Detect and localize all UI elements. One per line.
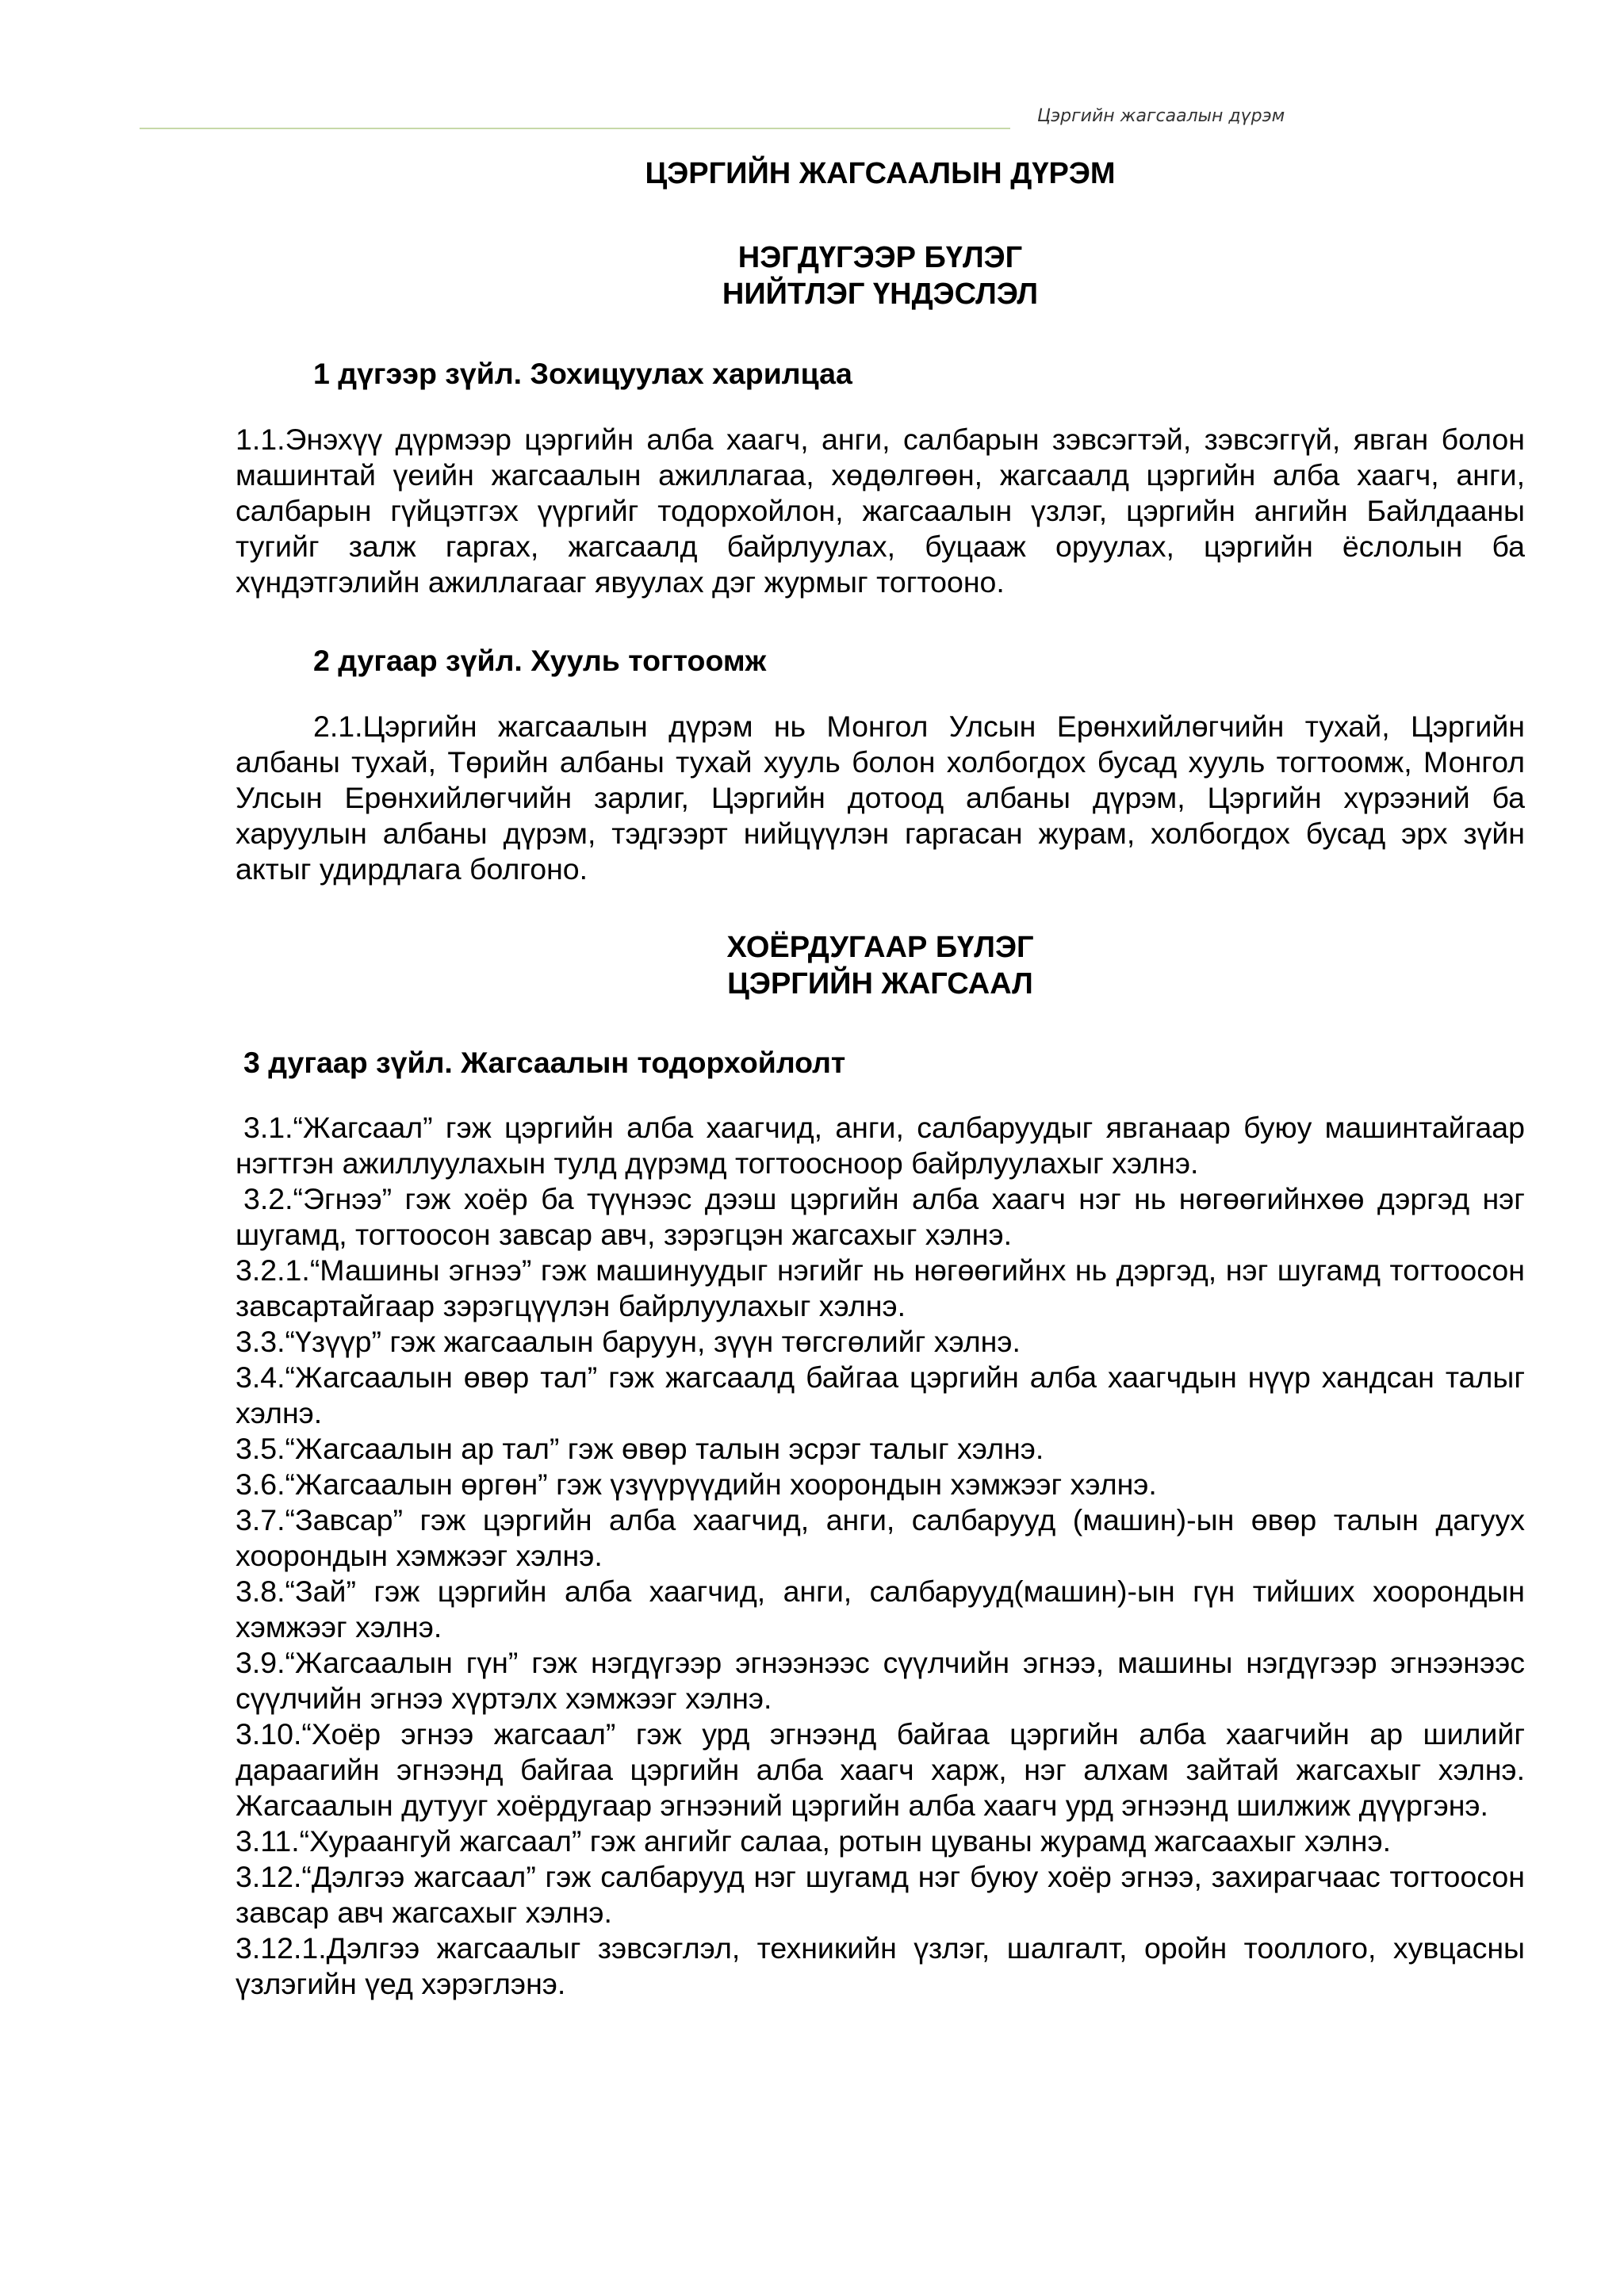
article-2-heading: 2 дугаар зүйл. Хууль тогтоомж [313,644,767,677]
paragraph-3-7: 3.7.“Завсар” гэж цэргийн алба хаагчид, анги, салбарууд (машин)-ын өвөр талын дагуух хоорондын хэмжээг хэлнэ. [236,1503,1525,1572]
running-header: Цэргийн жагсаалын дүрэм [1037,106,1285,126]
paragraph-3-8: 3.8.“Зай” гэж цэргийн алба хаагчид, анги, салбарууд(машин)-ын гүн тийших хоорондын хэмжээг хэлнэ. [236,1575,1525,1644]
paragraph-3-4: 3.4.“Жагсаалын өвөр тал” гэж жагсаалд байгаа цэргийн алба хаагчдын нүүр хандсан талыг хэлнэ. [236,1360,1525,1429]
paragraph-3-6: 3.6.“Жагсаалын өргөн” гэж үзүүрүүдийн хоорондын хэмжээг хэлнэ. [236,1468,1157,1501]
paragraph-1-1: 1.1.Энэхүү дүрмээр цэргийн алба хаагч, анги, салбарын зэвсэгтэй, зэвсэггүй, явган болон машинтай үеийн жагсаалын ажиллагаа, хөдөлгөөн, жагсаалд цэргийн алба хаагч, анги, салбарын гүйцэтгэх үүргийг тодорхойлон, жагсаалын үзлэг, цэргийн ангийн Байлдааны тугийг залж гаргах, жагсаалд байрлуулах, буцааж оруулах, цэргийн ёслолын ба хүндэтгэлийн ажиллагааг явуулах дэг журмыг тогтооно. [236,423,1525,599]
paragraph-3-1: 3.1.“Жагсаал” гэж цэргийн алба хаагчид, анги, салбаруудыг явганаар буюу машинтайгаар нэгтгэн ажиллуулахын тулд дүрэмд тогтоосноор байрлуулахыг хэлнэ. [236,1111,1525,1180]
chapter-number: НЭГДҮГЭЭР БҮЛЭГ [737,241,1023,274]
paragraph-3-11: 3.11.“Хураангуй жагсаал” гэж ангийг салаа, ротын цуваны журамд жагсаахыг хэлнэ. [236,1824,1392,1858]
paragraph-3-2: 3.2.“Эгнээ” гэж хоёр ба түүнээс дээш цэргийн алба хаагч нэг нь нөгөөгийнхөө дэргэд нэг шугамд, тогтоосон завсар авч, зэрэгцэн жагсахыг хэлнэ. [236,1182,1525,1251]
paragraph-3-12: 3.12.“Дэлгээ жагсаал” гэж салбарууд нэг шугамд нэг буюу хоёр эгнээ, захирагчаас тогтоосон завсар авч жагсахыг хэлнэ. [236,1860,1525,1929]
header-rule [140,128,1010,129]
chapter-name: НИЙТЛЭГ ҮНДЭСЛЭЛ [722,277,1039,311]
article-1-heading: 1 дүгээр зүйл. Зохицуулах харилцаа [313,357,852,390]
chapter-number: ХОЁРДУГААР БҮЛЭГ [726,931,1034,964]
document-body [236,155,1525,2002]
document-title: ЦЭРГИЙН ЖАГСААЛЫН ДҮРЭМ [645,157,1116,190]
article-3-heading: 3 дугаар зүйл. Жагсаалын тодорхойлолт [243,1046,846,1079]
paragraph-3-12-1: 3.12.1.Дэлгээ жагсаалыг зэвсэглэл, техникийн үзлэг, шалгалт, оройн тооллого, хувцасны үзлэгийн үед хэрэглэнэ. [236,1931,1525,2000]
chapter-2-heading [236,929,1525,1002]
paragraph-3-5: 3.5.“Жагсаалын ар тал” гэж өвөр талын эсрэг талыг хэлнэ. [236,1432,1044,1465]
paragraph-3-10: 3.10.“Хоёр эгнээ жагсаал” гэж урд эгнээнд байгаа цэргийн алба хаагчийн ар шилийг дараагийн эгнээнд байгаа цэргийн алба хаагч харж, нэг алхам зайтай жагсахыг хэлнэ. Жагсаалын дутууг хоёрдугаар эгнээний цэргийн алба хаагч урд эгнээнд шилжиж дүүргэнэ. [236,1717,1525,1822]
paragraph-3-2-1: 3.2.1.“Машины эгнээ” гэж машинуудыг нэгийг нь нөгөөгийнх нь дэргэд, нэг шугамд тогтоосон завсартайгаар зэрэгцүүлэн байрлуулахыг хэлнэ. [236,1253,1525,1322]
paragraph-2-1: 2.1.Цэргийн жагсаалын дүрэм нь Монгол Улсын Ерөнхийлөгчийн тухай, Цэргийн албаны тухай, Төрийн албаны тухай хууль болон холбогдох бусад хууль тогтоомж, Монгол Улсын Ерөнхийлөгчийн зарлиг, Цэргийн дотоод албаны дүрэм, Цэргийн хүрээний ба харуулын албаны дүрэм, тэдгээрт нийцүүлэн гаргасан журам, холбогдох бусад эрх зүйн актыг удирдлага болгоно. [236,710,1525,886]
chapter-name: ЦЭРГИЙН ЖАГСААЛ [727,967,1033,1001]
paragraph-3-3: 3.3.“Үзүүр” гэж жагсаалын баруун, зүүн төгсгөлийг хэлнэ. [236,1325,1021,1358]
chapter-1-heading [236,239,1525,312]
paragraph-3-9: 3.9.“Жагсаалын гүн” гэж нэгдүгээр эгнээнээс сүүлчийн эгнээ, машины нэгдүгээр эгнээнээс сүүлчийн эгнээ хүртэлх хэмжээг хэлнэ. [236,1646,1525,1715]
